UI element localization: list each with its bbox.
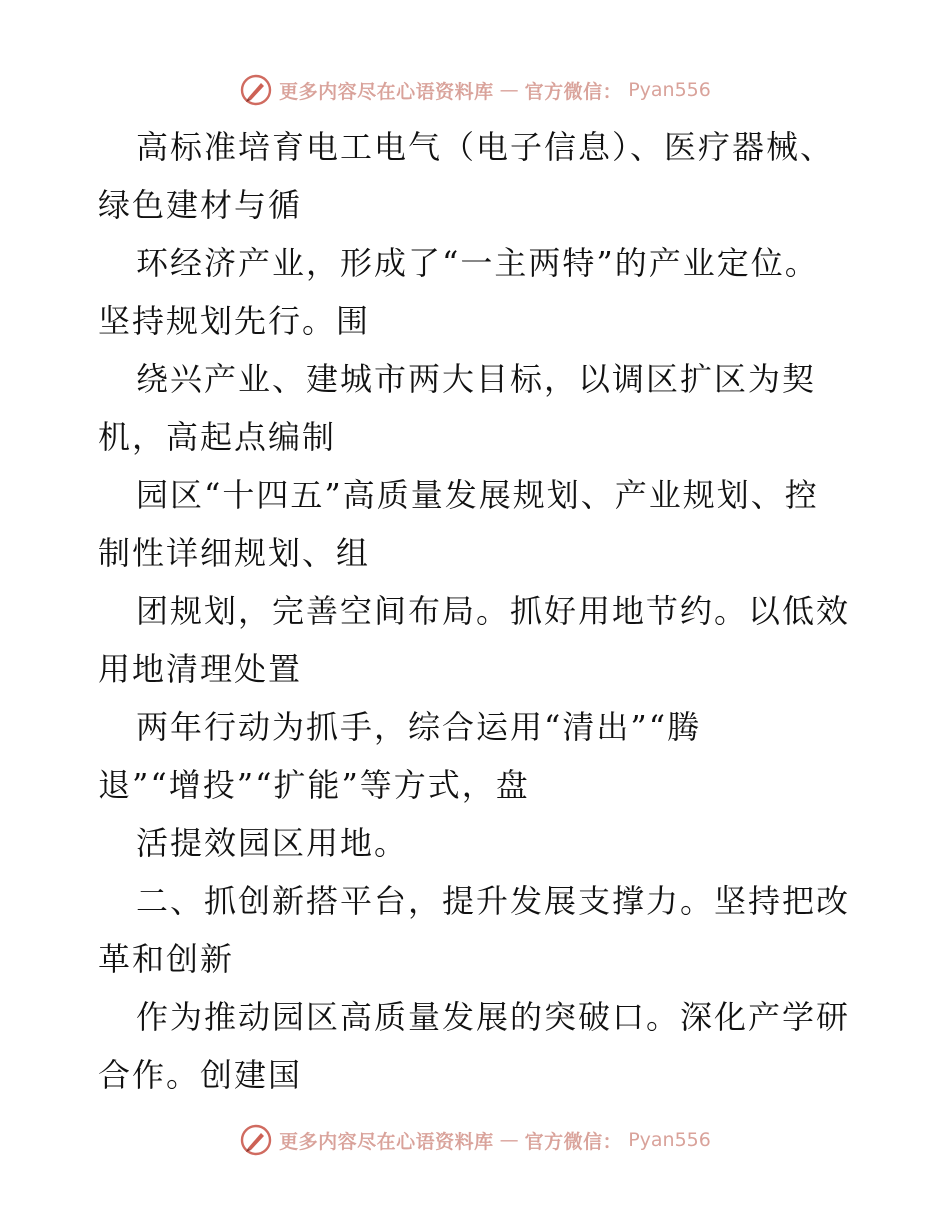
paragraph-line: 高标准培育电工电气（电子信息）、医疗器械、	[136, 128, 835, 166]
paragraph	[98, 582, 858, 698]
paragraph-line: 环经济产业，形成了“一主两特”的产业定位。	[136, 244, 819, 282]
paragraph-line: 绕兴产业、建城市两大目标，以调区扩区为契	[136, 360, 817, 398]
watermark-header	[0, 70, 950, 110]
body-text	[98, 118, 858, 1104]
paragraph-line: 退”“增投”“扩能”等方式，盘	[98, 766, 530, 804]
paragraph-line: 两年行动为抓手，综合运用“清出”“腾	[136, 708, 702, 746]
watermark-text: 更多内容尽在心语资料库	[279, 80, 494, 103]
paragraph-line: 机，高起点编制	[98, 418, 337, 456]
paragraph-line: 团规划，完善空间布局。抓好用地节约。以低效	[136, 592, 851, 630]
paragraph-line: 园区“十四五”高质量发展规划、产业规划、控	[136, 476, 819, 514]
paragraph	[98, 872, 858, 988]
paragraph-line: 制性详细规划、组	[98, 534, 371, 572]
paragraph	[98, 466, 858, 582]
watermark-text: 更多内容尽在心语资料库	[279, 1130, 494, 1153]
watermark-footer	[0, 1120, 950, 1160]
pen-logo-icon	[239, 73, 273, 107]
paragraph	[98, 234, 858, 350]
paragraph-line: 用地清理处置	[98, 650, 303, 688]
watermark-separator: —	[499, 79, 519, 101]
paragraph-line: 作为推动园区高质量发展的突破口。深化产学研	[136, 998, 851, 1036]
paragraph-line: 活提效园区用地。	[136, 824, 409, 862]
watermark-handle: Pyan556	[628, 79, 711, 101]
paragraph	[98, 988, 858, 1104]
pen-logo-icon	[239, 1123, 273, 1157]
paragraph-line: 二、抓创新搭平台，提升发展支撑力。坚持把改	[136, 882, 851, 920]
paragraph-line: 绿色建材与循	[98, 186, 303, 224]
paragraph	[98, 698, 858, 814]
watermark-separator: —	[499, 1129, 519, 1151]
paragraph-line: 革和创新	[98, 940, 235, 978]
paragraph-line: 合作。创建国	[98, 1056, 303, 1094]
watermark-handle: Pyan556	[628, 1129, 711, 1151]
paragraph	[98, 814, 858, 872]
paragraph-line: 坚持规划先行。围	[98, 302, 371, 340]
watermark-label: 官方微信：	[524, 1130, 623, 1153]
paragraph	[98, 118, 858, 234]
paragraph	[98, 350, 858, 466]
watermark-label: 官方微信：	[524, 80, 623, 103]
